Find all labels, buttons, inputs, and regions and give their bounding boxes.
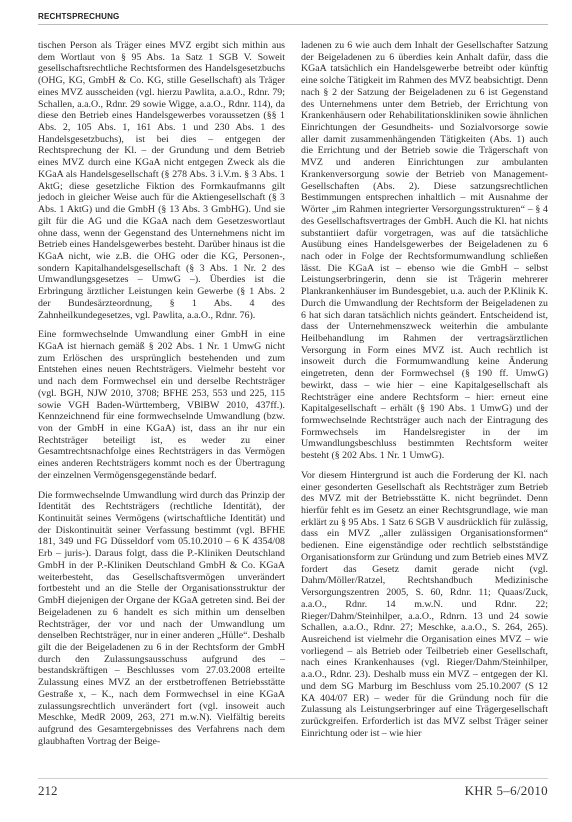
page-number: 212 [38,783,58,798]
text-column-left [38,40,285,755]
journal-reference: KHR 5–6/2010 [464,783,548,798]
paragraph: Eine formwechselnde Umwandlung einer GmbH in eine KGaA ist hiernach gemäß § 202 Abs. 1 Nr. 1 UmwG nicht zum Erlöschen des ursprünglich bestehenden und zum Entstehen eines neuen Rechtsträgers. Vielmehr besteht vor und nach dem Formwechsel ein und derselbe Rechtsträger (vgl. BGH, NJW 2010, 3708; BFHE 253, 553 und 225, 115 sowie VGH Baden-Württemberg, VBlBW 2010, 437ff.). Kennzeichnend für eine formwechselnde Umwandlung (bzw. von der GmbH in eine KGaA) ist, dass an ihr nur ein Rechtsträger beteiligt ist, es weder zu einer Gesamtrechtsnachfolge eines Rechtsträgers in das Vermögen eines anderen Rechtsträgers kommt noch es der Übertragung der einzelnen Vermögensgegenstände bedarf. [38,329,285,481]
footer-rule [38,778,548,779]
paragraph: Vor diesem Hintergrund ist auch die Forderung der Kl. nach einer gesonderten Gesellschaft als Rechtsträger zum Betrieb des MVZ mit der Betriebsstätte K. nicht begründet. Denn hierfür fehlt es im Gesetz an einer Rechtsgrundlage, wie man erklärt zu § 95 Abs. 1 Satz 6 SGB V ausdrücklich für zulässig, dass ein MVZ „aller zulässigen Organisationsformen“ bedienen. Eine eigenständige oder rechtlich selbstständige Organisationsform zur Gründung und zum Betrieb eines MVZ fordert das Gesetz damit gerade nicht (vgl. Dahm/Möller/Ratzel, Rechtshandbuch Medizinische Versorgungszentren 2005, S. 60, Rdnr. 11; Quaas/Zuck, a.a.O., Rdnr. 14 m.w.N. und Rdnr. 22; Rieger/Dahm/Steinhilper, a.a.O., Rdnrn. 13 und 24 sowie Schallen, a.a.O., Rdnr. 27; Meschke, a.a.O., S. 264, 265). Ausreichend ist vielmehr die Organisation eines MVZ – wie vorliegend – als Betrieb oder Teilbetrieb einer Gesellschaft, nach eines Krankenhauses (vgl. Rieger/Dahm/Steinhilper, a.a.O., Rdnr. 23). Deshalb muss ein MVZ – entgegen der Kl. und dem SG Marburg im Beschluss vom 25.10.2007 (S 12 KA 404/07 ER) – weder für die Gründung noch für die Zulassung als Leistungserbringer auf eine Trägergesellschaft zurückgreifen. Erforderlich ist das MVZ selbst Träger seiner Einrichtung oder ist – wie hier [301,469,548,739]
paragraph: Die formwechselnde Umwandlung wird durch das Prinzip der Identität des Rechtsträgers (rechtliche Identität), der Kontinuität seines Vermögens (wirtschaftliche Identität) und der Diskontinuität seiner Verfassung bestimmt (vgl. BFHE 181, 349 und FG Düsseldorf vom 05.10.2010 – 6 K 4354/08 Erb – juris-). Daraus folgt, dass die P.-Kliniken Deutschland GmbH in der P.-Kliniken Deutschland GmbH & Co. KGaA weiterbesteht, das Gesellschaftsvermögen unverändert fortbesteht und an die Stelle der Organisationsstruktur der GmbH diejenigen der Organe der KGaA getreten sind. Bei der Beigeladenen zu 6 handelt es sich mithin um denselben Rechtsträger, der vor und nach der Umwandlung um denselben Rechtsträger, nur in einer anderen „Hülle“. Deshalb gilt die der Beigeladenen zu 6 in der Rechtsform der GmbH durch den Zulassungsausschuss aufgrund des – bestandskräftigen – Beschlusses vom 27.03.2008 erteilte Zulassung eines MVZ an der erstbetroffenen Betriebsstätte Gestraße x, – K., nach dem Formwechsel in eine KGaA zulassungsrechtlich unverändert fort (vgl. insoweit auch Meschke, MedR 2009, 263, 271 m.w.N). Vielfältig bereits aufgrund des Gesamtergebnisses des Verfahrens nach dem glaubhaften Vortrag der Beige- [38,489,285,747]
paragraph: tischen Person als Träger eines MVZ ergibt sich mithin aus dem Wortlaut von § 95 Abs. 1a Satz 1 SGB V. Soweit gesellschaftsrechtliche Rechtsformen des Handelsgesetzbuchs (OHG, KG, GmbH & Co. KG, stille Gesellschaft) als Träger eines MVZ ausscheiden (vgl. hierzu Pawlita, a.a.O., Rdnr. 79; Schallen, a.a.O., Rdnr. 29 sowie Wigge, a.a.O., Rdnr. 114), da diese den Betrieb eines Handelsgewerbes voraussetzen (§§ 1 Abs. 2, 105 Abs. 1, 161 Abs. 1 und 230 Abs. 1 des Handelsgesetzbuchs), ist bei dies – entgegen der Rechtsprechung der Kl. – der Grundung und dem Betrieb eines MVZ durch eine KGaA nicht entgegen Zweck als die KGaA als Handelsgesellschaft (§ 278 Abs. 3 i.V.m. § 3 Abs. 1 AktG; diese gesetzliche Fiktion des Formkaufmanns gilt jedoch in gleicher Weise auch für die Aktiengesellschaft (§ 3 Abs. 1 AktG) und die GmbH (§ 13 Abs. 3 GmbHG). Und sie gilt für die AG und die KGaA nach dem Gesetzeswortlaut ohne dass, wenn der Gegenstand des Unternehmens nicht im Betrieb eines Handelsgewerbes besteht. Darüber hinaus ist die KGaA nicht, wie z.B. die OHG oder die KG, Personen-, sondern Kapitalhandelsgesellschaft (§ 3 Abs. 1 Nr. 2 des Umwandlungsgesetzes – UmwG –). Überdies ist die Erbringung ärztlicher Leistungen kein Gewerbe (§ 1 Abs. 2 der Bundesärzteordnung, § 1 Abs. 4 des Zahnheilkundegesetzes, vgl. Pawlita, a.a.O., Rdnr. 76). [38,40,285,321]
header-rule [38,24,548,25]
section-title: RECHTSPRECHUNG [38,12,120,21]
paragraph: ladenen zu 6 wie auch dem Inhalt der Gesellschafter Satzung der Beigeladenen zu 6 überdies kein Anhalt dafür, dass die KGaA tatsächlich ein Handelsgewerbe betreibt oder künftig eine solche Tätigkeit im Rahmen des MVZ beabsichtigt. Denn nach § 2 der Satzung der Beigeladenen zu 6 ist Gegenstand des Unternehmens unter dem Betrieb, der Errichtung von Krankenhäusern oder Rehabilitationskliniken sowie ähnlichen Einrichtungen der Gesundheits- und Sozialvorsorge sowie aller damit zusammenhängenden Tätigkeiten (Abs. 1) auch die Errichtung und der Betrieb sowie die Trägerschaft von MVZ und anderen Einrichtungen zur ambulanten Krankenversorgung sowie der Betrieb von Management-Gesellschaften (Abs. 2). Diese satzungsrechtlichen Bestimmungen entsprechen inhaltlich – mit Ausnahme der Wörter „im Rahmen integrierter Versorgungsstrukturen“ – § 4 des Gesellschaftsvertrages der GmbH. Auch die Kl. hat nichts substantiiert dafür vorgetragen, was auf die tatsächliche Ausübung eines Handelsgewerbes der Beigeladenen zu 6 nach oder in Folge der Rechtsformumwandlung schließen lässt. Die KGaA ist – ebenso wie die GmbH – selbst Leistungserbringerin, denn sie ist Trägerin mehrerer Plankrankenhäuser im Bundesgebiet, u.a. auch der P.Klinik K. Durch die Umwandlung der Rechtsform der Beigeladenen zu 6 hat sich daran tatsächlich nichts geändert. Entscheidend ist, dass der Unternehmenszweck weiterhin die ambulante Heilbehandlung im Rahmen der vertragsärztlichen Versorgung in Form eines MVZ ist. Auch rechtlich ist insoweit durch die Formumwandlung keine Änderung eingetreten, denn der Formwechsel (§ 190 ff. UmwG) bewirkt, dass – wie hier – eine Kapitalgesellschaft als Rechtsträger eine andere Rechtsform – hier: erneut eine Kapitalgesellschaft – erhält (§ 190 Abs. 1 UmwG) und der formwechselnde Rechtsträger auch nach der Eintragung des Formwechsels im Handelsregister in der im Umwandlungsbeschluss bestimmten Rechtsform weiter besteht (§ 202 Abs. 1 Nr. 1 UmwG). [301,40,548,462]
text-column-right [301,40,548,747]
